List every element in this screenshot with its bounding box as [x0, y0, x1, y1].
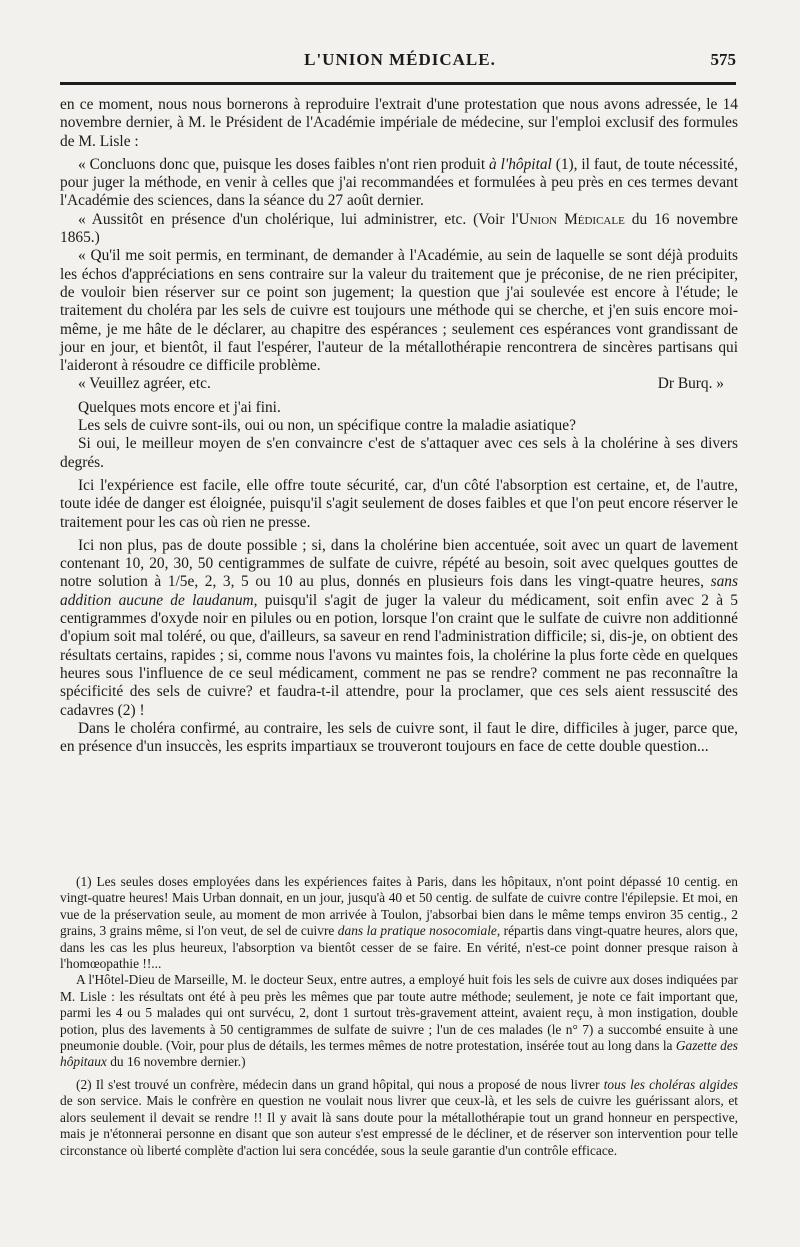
closing-line: [60, 375, 738, 393]
running-title: L'UNION MÉDICALE.: [304, 50, 496, 69]
paragraph: « Qu'il me soit permis, en terminant, de demander à l'Académie, au sein de laquelle se sont déjà produits les échos d'appréciations en sens contraire sur la valeur du traitement que je préconise, de ne rien précipiter, de vouloir bien réserver sur ce point son jugement; la question que j'ai soulevée est encore à l'étude; le traitement du choléra par les sels de cuivre est toujours une méthode qui se cherche, et j'en suis encore moi-même, je me hâte de le déclarer, au chapitre des espérances ; seulement ces espérances vont grandissant de jour en jour, et bientôt, il faut l'espérer, l'auteur de la métallothérapie rencontrera de sincères partisans qui l'aideront à résoudre ce difficile problème.: [60, 247, 738, 375]
paragraph: en ce moment, nous nous bornerons à reproduire l'extrait d'une protestation que nous avons adressée, le 14 novembre dernier, à M. le Président de l'Académie impériale de médecine, sur l'emploi exclusif des formules de M. Lisle :: [60, 96, 738, 150]
italic-text: tous les choléras algides: [603, 1076, 738, 1092]
text-run: du 16 novembre dernier.): [106, 1054, 246, 1070]
text-run: A l'Hôtel-Dieu de Marseille, M. le docteur Seux, entre autres, a employé huit fois les sels de cuivre aux doses indiquées par M. Lisle : les résultats ont été à peu près les mêmes que par toute autre méthode; seulement, je note ce fait important que, parmi les 4 ou 5 malades qui ont survécu, 2, dont 1 surtout très-gravement atteint, avaient reçu, à mon instigation, double potion, plus des lavements à 50 centigrammes de sulfate de suivre ; l'un de ces malades (le n° 7) a succombé ensuite à une pneumonie double. (Voir, pour plus de détails, les termes mêmes de notre protestation, insérée tout au long dans la: [60, 972, 738, 1054]
paragraph: Quelques mots encore et j'ai fini.: [78, 398, 281, 416]
italic-text: à l'hôpital: [489, 155, 552, 173]
text-run: (2) Il s'est trouvé un confrère, médecin dans un grand hôpital, qui nous a proposé de nous livrer: [76, 1076, 604, 1092]
paragraph: [60, 156, 738, 211]
signature: Dr Burq. »: [657, 375, 724, 393]
footnote-1-continued: [60, 972, 738, 1070]
text-run: (1) Les seules doses employées dans les expériences faites à Paris, dans les hôpitaux, n'ont point dépassé 10 centig. en vingt-quatre heures! Mais Urban donnait, en un jour, jusqu'à 40 et 50 centig. de sulfate de cuivre contre l'épilepsie. Et moi, en vue de la préservation seule, au moment de mon arrivée à Toulon, j'absorbai bien dans le même temps environ 35 centig., 2 grains, 3 grains même, si l'on veut, de sel de cuivre: [60, 874, 738, 939]
footnote-2: [60, 1077, 738, 1159]
text-run: « Aussitôt en présence d'un cholérique, lui administrer, etc. (Voir l': [78, 210, 519, 228]
paragraph: [60, 537, 738, 720]
text-run: Ici non plus, pas de doute possible ; si, dans la cholérine bien accentuée, soit avec un quart de lavement contenant 10, 20, 30, 50 centigrammes de sulfate de cuivre, répété au besoin, soit avec quelques gouttes de notre solution à 1/5e, 2, 3, 5 ou 10 au plus, donnés en plusieurs fois dans les vingt-quatre heures,: [60, 536, 738, 591]
footnotes: [60, 874, 738, 1159]
text-run: , répartis dans vingt-quatre heures, alors que, dans les cas les plus heureux, l'absorption va bientôt cesser de se faire. En vérité, n'est-ce point donner presque raison à l'homœopathie !!...: [60, 923, 738, 972]
text-run: de son service. Mais le confrère en question ne voulait nous livrer que ceux-là, et les sels de cuivre les guérissant alors, et alors seulement il devait se rendre !! Il y avait là sans doute pour la métallothérapie tout un grand honneur en perspective, mais je n'étonnerai personne en disant que son auteur s'est empressé de le décliner, et de réserver son intervention pour telle circonstance où liberté complète d'action lui sera concédée, sous la seule garantie d'un contrôle efficace.: [60, 1093, 738, 1158]
paragraph: Si oui, le meilleur moyen de s'en convaincre c'est de s'attaquer avec ces sels à la cholérine à ses divers degrés.: [60, 435, 738, 471]
page-header: [60, 44, 740, 76]
footnote-1: [60, 874, 738, 972]
italic-text: Gazette des hôpitaux: [60, 1038, 738, 1070]
italic-text: sans addition aucune de laudanum: [60, 573, 738, 609]
paragraph: [60, 211, 738, 248]
paragraph: Les sels de cuivre sont-ils, oui ou non, un spécifique contre la maladie asiatique?: [78, 417, 576, 435]
main-text: [60, 96, 738, 756]
text-run: du 16 novembre 1865.): [60, 210, 738, 247]
text-run: , puisqu'il s'agit de juger la valeur du médicament, soit enfin avec 2 à 5 centigrammes d'oxyde noir en pilules ou en potion, lorsque l'on craint que le sulfate de cuivre non additionné d'opium soit mal toléré, ou que, d'ailleurs, sa saveur en rend l'administration difficile; si, dis-je, on obtient des résultats certains, rapides ; si, comme nous l'avons vu maintes fois, la cholérine la plus forte cède en quelques heures sous l'influence de ce seul médicament, comment ne pas se rendre? comment ne pas reconnaître la spécificité des sels de cuivre? et faudra-t-il attendre, pour la proclamer, que ces sels aient ressuscité des cadavres (2) !: [60, 591, 738, 719]
italic-text: dans la pratique nosocomiale: [337, 923, 497, 939]
text-run: « Concluons donc que, puisque les doses faibles n'ont rien produit: [78, 155, 490, 173]
page-number: 575: [710, 50, 736, 69]
journal-name: Union Médicale: [518, 210, 625, 228]
closing-text: « Veuillez agréer, etc.: [78, 375, 211, 393]
paragraph: Dans le choléra confirmé, au contraire, les sels de cuivre sont, il faut le dire, difficiles à juger, parce que, en présence d'un insuccès, les esprits impartiaux se trouveront toujours en face de cette double question...: [60, 719, 738, 756]
text-run: (1), il faut, de toute nécessité, pour juger la méthode, en venir à celles que j'ai recommandées et formulées à peu près en ces termes devant l'Académie des sciences, dans la séance du 27 août dernier.: [60, 155, 738, 210]
header-rule: [60, 82, 736, 85]
paragraph: Ici l'expérience est facile, elle offre toute sécurité, car, d'un côté l'absorption est certaine, et, de l'autre, toute idée de danger est éloignée, puisqu'il s'agit seulement de doses faibles et que l'on peut encore réserver le traitement pour les cas où rien ne presse.: [60, 476, 738, 531]
